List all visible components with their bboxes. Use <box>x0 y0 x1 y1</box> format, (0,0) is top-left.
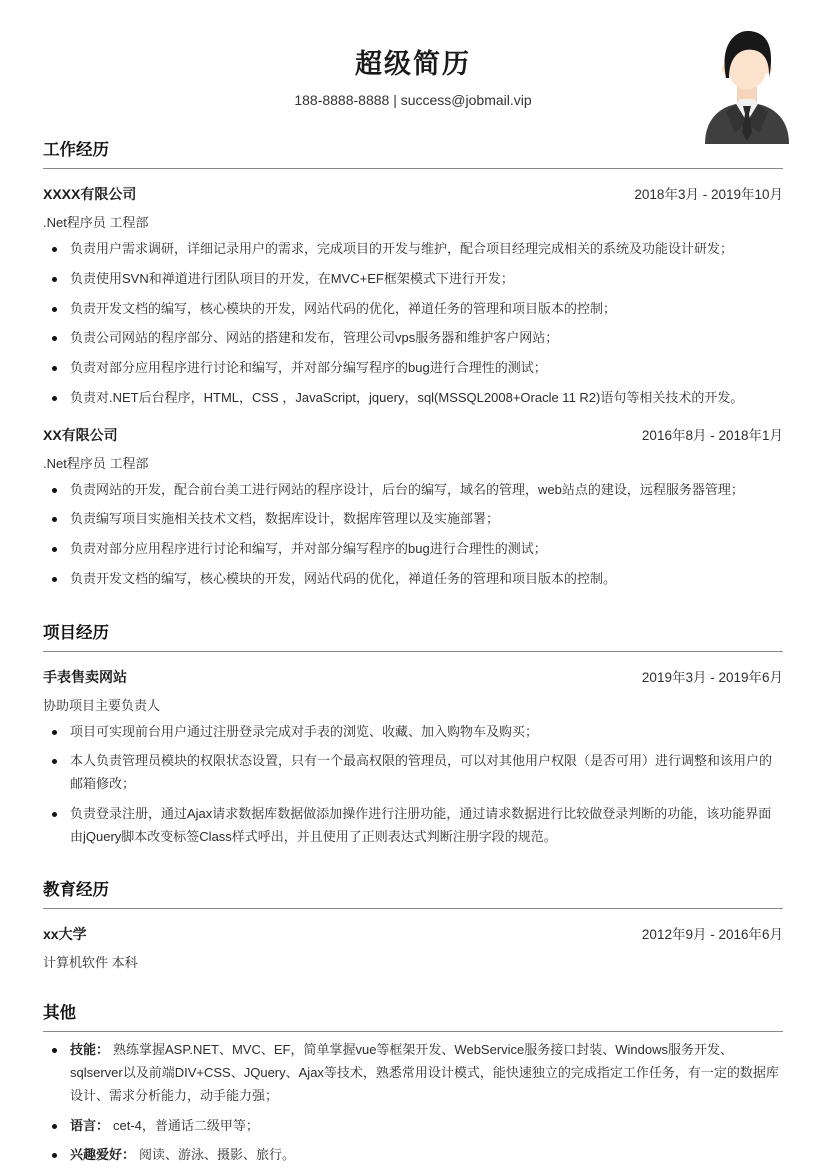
section-work-experience <box>43 136 783 591</box>
education-header <box>43 923 783 944</box>
bullet-item: 负责公司网站的程序部分、网站的搭建和发布，管理公司vps服务器和维护客户网站； <box>43 327 783 350</box>
date-range: 2018年3月 - 2019年10月 <box>634 187 783 202</box>
school-name: xx大学 <box>43 926 87 943</box>
section-other <box>43 999 783 1167</box>
bullet-text: cet-4，普通话二级甲等； <box>113 1117 259 1133</box>
section-heading-education: 教育经历 <box>43 876 783 909</box>
education-entry <box>43 923 783 971</box>
date-range: 2019年3月 - 2019年6月 <box>641 669 783 685</box>
page-title: 超级简历 <box>355 49 471 79</box>
education-major: 计算机软件 本科 <box>43 955 138 971</box>
bullet-item: 负责对部分应用程序进行讨论和编写，并对部分编写程序的bug进行合理性的测试； <box>43 357 783 380</box>
bullet-item: 负责开发文档的编写，核心模块的开发，网站代码的优化，禅道任务的管理和项目版本的控制。 <box>43 568 783 591</box>
other-bullet-list <box>43 1039 783 1167</box>
resume-body <box>0 136 826 1167</box>
bullet-item: 负责对.NET后台程序，HTML，CSS ，JavaScript，jquery，sql(MSSQL2008+Oracle 11 R2)语句等相关技术的开发。 <box>43 387 783 410</box>
project-header <box>43 666 783 687</box>
bullet-text: 熟练掌握ASP.NET、MVC、EF，简单掌握vue等框架开发、WebService服务接口封装、Windows服务开发、sqlserver以及前端DIV+CSS、JQuery、Ajax等技术，熟悉常用设计模式，能快速独立的完成指定工作任务，有一定的数据库设计、需求分析能力，动手能力强； <box>70 1042 779 1103</box>
bullet-item: 本人负责管理员模块的权限状态设置，只有一个最高权限的管理员，可以对其他用户权限（是否可用）进行调整和该用户的邮箱修改； <box>43 750 783 796</box>
section-project-experience <box>43 619 783 849</box>
job-header <box>43 424 783 445</box>
bullet-item: 项目可实现前台用户通过注册登录完成对手表的浏览、收藏、加入购物车及购买； <box>43 721 783 744</box>
bullet-item-skills <box>43 1039 783 1107</box>
job-bullet-list <box>43 238 783 410</box>
section-education <box>43 876 783 971</box>
project-entry <box>43 666 783 849</box>
section-heading-project: 项目经历 <box>43 619 783 652</box>
job-role: .Net程序员 工程部 <box>43 215 149 230</box>
section-heading-other: 其他 <box>43 999 783 1032</box>
date-range: 2016年8月 - 2018年1月 <box>641 427 783 443</box>
bullet-item: 负责对部分应用程序进行讨论和编写，并对部分编写程序的bug进行合理性的测试； <box>43 538 783 561</box>
job-entry <box>43 424 783 591</box>
bullet-item: 负责用户需求调研，详细记录用户的需求，完成项目的开发与维护，配合项目经理完成相关的系统及功能设计研发； <box>43 238 783 261</box>
company-name: XXXX有限公司 <box>43 186 137 202</box>
project-name: 手表售卖网站 <box>43 668 127 685</box>
bullet-item: 负责登录注册，通过Ajax请求数据库数据做添加操作进行注册功能，通过请求数据进行比较做登录判断的功能，该功能界面由jQuery脚本改变标签Class样式呼出，并且使用了正则表达式判断注册字段的规范。 <box>43 803 783 849</box>
avatar <box>699 28 795 144</box>
date-range: 2012年9月 - 2016年6月 <box>641 927 783 943</box>
project-bullet-list <box>43 721 783 849</box>
project-role: 协助项目主要负责人 <box>43 697 161 713</box>
resume-header <box>0 0 826 108</box>
job-header <box>43 183 783 204</box>
job-role: .Net程序员 工程部 <box>43 455 149 471</box>
bullet-item-hobbies <box>43 1144 783 1167</box>
job-entry <box>43 183 783 410</box>
bullet-label: 兴趣爱好： <box>70 1147 136 1163</box>
bullet-item: 负责编写项目实施相关技术文档，数据库设计，数据库管理以及实施部署； <box>43 508 783 531</box>
contact-info: 188-8888-8888 | success@jobmail.vip <box>294 92 532 108</box>
job-bullet-list <box>43 479 783 591</box>
bullet-label: 技能： <box>70 1042 110 1058</box>
bullet-item: 负责网站的开发，配合前台美工进行网站的程序设计，后台的编写，域名的管理，web站点的建设，远程服务器管理； <box>43 479 783 502</box>
bullet-text: 阅读、游泳、摄影、旅行。 <box>139 1147 296 1163</box>
bullet-item-language <box>43 1115 783 1138</box>
bullet-item: 负责开发文档的编写，核心模块的开发，网站代码的优化，禅道任务的管理和项目版本的控制； <box>43 298 783 321</box>
bullet-item: 负责使用SVN和禅道进行团队项目的开发，在MVC+EF框架模式下进行开发； <box>43 268 783 291</box>
bullet-label: 语言： <box>70 1117 110 1133</box>
company-name: XX有限公司 <box>43 426 118 443</box>
avatar-illustration <box>699 28 795 144</box>
section-heading-work: 工作经历 <box>43 136 783 169</box>
